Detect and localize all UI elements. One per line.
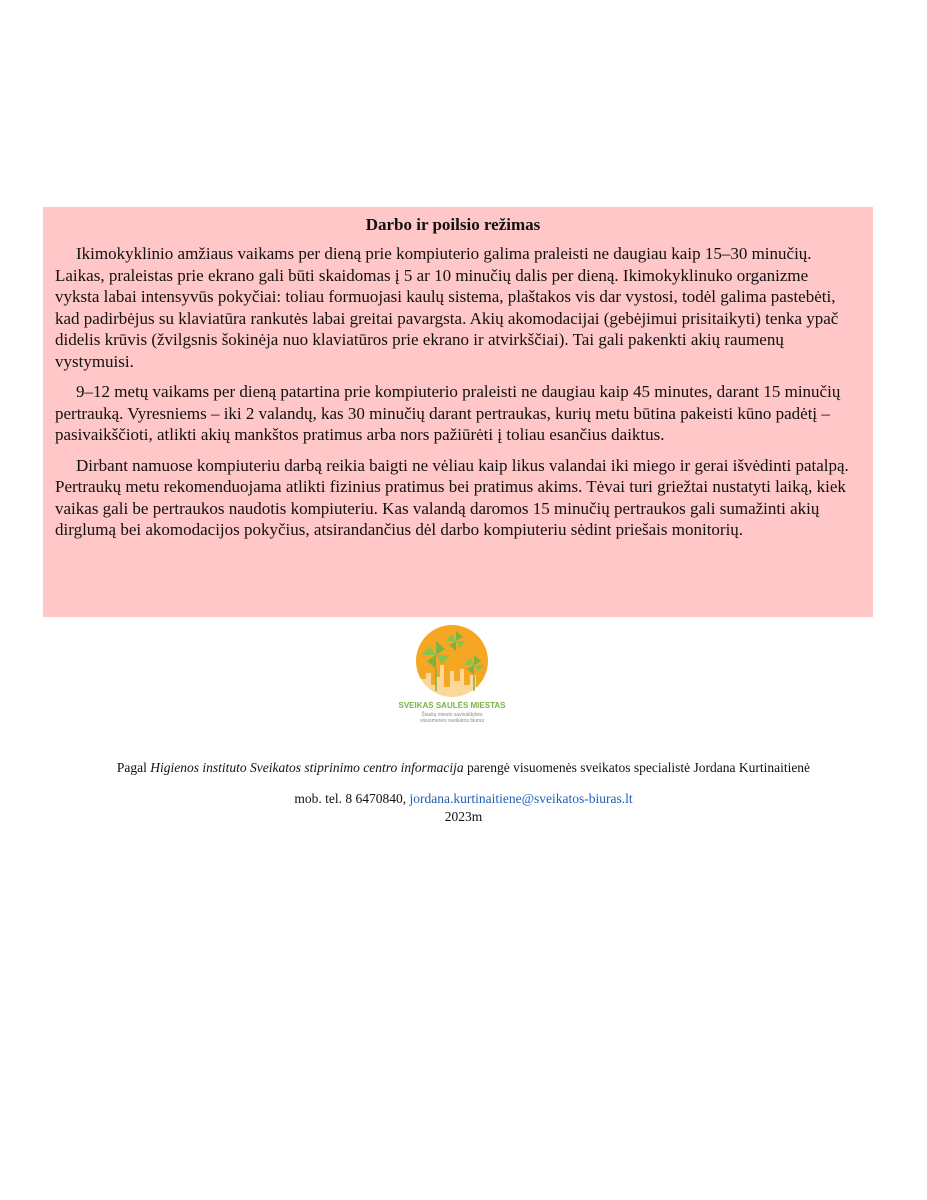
logo-tagline-line2: visuomenės sveikatos biuras <box>420 718 484 724</box>
contact-email-link[interactable]: jordana.kurtinaitiene@sveikatos-biuras.lt <box>409 791 633 806</box>
logo-tagline-line1: Šiaulių miesto savivaldybės <box>421 712 483 718</box>
box-title: Darbo ir poilsio režimas <box>365 215 541 234</box>
credit-suffix: parengė visuomenės sveikatos specialistė Jordana Kurtinaitienė <box>463 760 811 775</box>
contact-year: 2023m <box>444 809 483 824</box>
contact-block <box>0 790 927 826</box>
credit-line <box>0 759 927 777</box>
logo-name: SVEIKAS SAULĖS MIESTAS <box>398 701 506 710</box>
contact-phone: mob. tel. 8 6470840, <box>294 791 410 806</box>
pinwheel-sun-icon <box>396 625 508 727</box>
paragraph-home-work: Dirbant namuose kompiuteriu darbą reikia baigti ne vėliau kaip likus valandai iki miego ir gerai išvėdinti patalpą. Pertraukų metu rekomenduojama atlikti fizinius pratimus bei pratimus akims. Tėvai turi griežtai nustatyti laiką, kiek vaikas gali be pertraukos naudotis kompiuteriu. Kas valandą daromos 15 minučių pertraukos gali sumažinti akių dirglumą bei akomodacijos pokyčius, atsirandančius dėl darbo kompiuteriu sėdint priešais monitorių. <box>55 455 849 539</box>
organization-logo <box>396 625 508 727</box>
info-box <box>43 207 873 617</box>
paragraph-preschool: Ikimokyklinio amžiaus vaikams per dieną prie kompiuterio galima praleisti ne daugiau kaip 15–30 minučių. Laikas, praleistas prie ekrano gali būti skaidomas į 5 ar 10 minučių dalis per dieną. Ikimokyklinuko organizme vyksta labai intensyvūs pokyčiai: toliau formuojasi kaulų sistema, plaštakos vis dar vystosi, todėl galima pastebėti, kad padirbėjus su klaviatūra rankutės labai greitai pavargsta. Akių akomodacijai (gebėjimui prisitaikyti) tenka ypač didelis krūvis (žvilgsnis šokinėja nuo klaviatūros prie ekrano ir atvirkščiai). Tai gali pakenkti akių raumenų vystymuisi. <box>55 244 839 371</box>
credit-prefix: Pagal <box>116 760 151 775</box>
credit-source: Higienos instituto Sveikatos stiprinimo centro informacija <box>150 760 464 775</box>
paragraph-school-age: 9–12 metų vaikams per dieną patartina prie kompiuterio praleisti ne daugiau kaip 45 minutes, darant 15 minučių pertrauką. Vyresniems – iki 2 valandų, kas 30 minučių darant pertraukas, kurių metu būtina pakeisti kūno padėtį – pasivaikščioti, atlikti akių mankštos pratimus arba nors pažiūrėti į toliau esančius daiktus. <box>55 382 841 444</box>
